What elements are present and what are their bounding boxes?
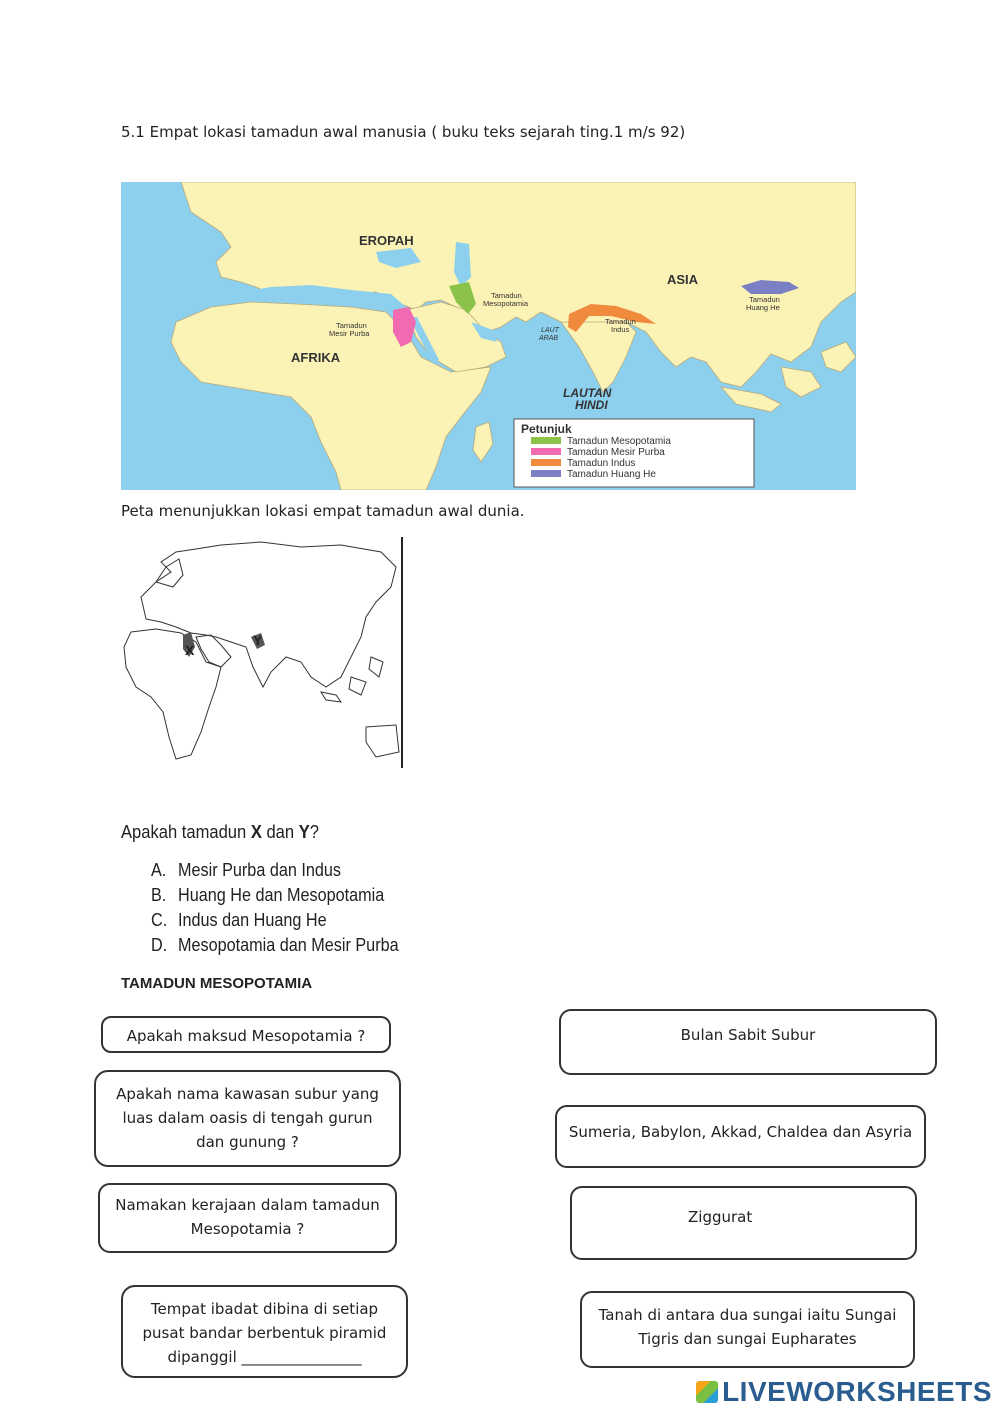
option-text: Indus dan Huang He (178, 910, 327, 930)
box-line: Tempat ibadat dibina di setiap (150, 1300, 379, 1318)
box-line: Apakah nama kawasan subur yang (116, 1085, 379, 1103)
label-indus-1: Tamadun (605, 317, 636, 326)
marker-x: X (185, 642, 195, 658)
box-line: Tigris dan sungai Eupharates (638, 1330, 857, 1348)
logo-text: LIVEWORKSHEETS (722, 1376, 992, 1407)
label-huang-1: Tamadun (749, 295, 780, 304)
label-europe: EROPAH (359, 233, 414, 248)
label-indus-2: Indus (611, 325, 630, 334)
label-asia: ASIA (667, 272, 699, 287)
question-prefix: Apakah tamadun (121, 822, 251, 842)
legend-label-huang: Tamadun Huang He (567, 469, 656, 480)
legend-swatch-mesopotamia (531, 437, 561, 444)
outline-map (121, 537, 404, 768)
box-line: Ziggurat (688, 1208, 753, 1226)
box-line: Bulan Sabit Subur (680, 1026, 816, 1044)
logo-icon (696, 1381, 718, 1403)
option-a (151, 860, 341, 881)
left-box-3[interactable] (98, 1183, 397, 1253)
label-egypt-1: Tamadun (336, 321, 367, 330)
option-letter: B. (151, 885, 167, 905)
right-box-2[interactable] (555, 1105, 926, 1168)
legend-title: Petunjuk (521, 422, 572, 436)
map-caption: Peta menunjukkan lokasi empat tamadun awal dunia. (121, 502, 525, 520)
legend-label-indus: Tamadun Indus (567, 458, 636, 469)
legend-label-mesir: Tamadun Mesir Purba (567, 447, 665, 458)
question-suffix: ? (309, 822, 319, 842)
label-meso-2: Mesopotamia (483, 299, 529, 308)
question-x: X (250, 822, 262, 842)
right-box-3[interactable] (570, 1186, 917, 1260)
label-africa: AFRIKA (291, 350, 341, 365)
label-ocean-1: LAUTAN (563, 386, 612, 400)
question-y: Y (298, 822, 310, 842)
left-box-2[interactable] (94, 1070, 401, 1167)
option-letter: D. (151, 935, 168, 955)
label-arab-sea-2: ARAB (539, 335, 559, 342)
right-box-4[interactable] (580, 1291, 915, 1368)
option-text: Mesopotamia dan Mesir Purba (178, 935, 399, 955)
question-stem (121, 822, 319, 843)
label-meso-1: Tamadun (491, 291, 522, 300)
section-heading: TAMADUN MESOPOTAMIA (121, 975, 313, 992)
left-box-4[interactable] (121, 1285, 408, 1378)
option-c (151, 910, 327, 931)
legend-label-mesopotamia: Tamadun Mesopotamia (567, 436, 671, 447)
option-d (151, 935, 399, 956)
label-huang-2: Huang He (746, 303, 780, 312)
legend-swatch-mesir (531, 448, 561, 455)
box-line: dipanggil ________________ (167, 1348, 362, 1366)
option-b (151, 885, 384, 906)
label-arab-sea-1: LAUT (541, 327, 559, 334)
page-title: 5.1 Empat lokasi tamadun awal manusia ( buku teks sejarah ting.1 m/s 92) (121, 123, 686, 141)
option-text: Huang He dan Mesopotamia (178, 885, 385, 905)
marker-y: Y (253, 632, 263, 648)
box-line: Sumeria, Babylon, Akkad, Chaldea dan Asyria (568, 1123, 913, 1141)
box-line: dan gunung ? (196, 1133, 299, 1151)
left-box-1[interactable] (101, 1016, 391, 1053)
box-line: Apakah maksud Mesopotamia ? (126, 1027, 366, 1045)
option-letter: A. (151, 860, 167, 880)
civilization-map (121, 182, 856, 490)
legend-swatch-indus (531, 459, 561, 466)
box-line: Namakan kerajaan dalam tamadun (115, 1196, 380, 1214)
option-letter: C. (151, 910, 168, 930)
box-line: Tanah di antara dua sungai iaitu Sungai (598, 1306, 897, 1324)
label-egypt-2: Mesir Purba (329, 329, 370, 338)
legend-swatch-huang (531, 470, 561, 477)
box-line: luas dalam oasis di tengah gurun (122, 1109, 373, 1127)
label-ocean-2: HINDI (575, 398, 608, 412)
box-line: Mesopotamia ? (190, 1220, 305, 1238)
box-line: pusat bandar berbentuk piramid (142, 1324, 387, 1342)
option-text: Mesir Purba dan Indus (178, 860, 341, 880)
map-legend (514, 419, 754, 487)
right-box-1[interactable] (559, 1009, 937, 1075)
liveworksheets-logo (696, 1376, 992, 1408)
question-mid: dan (261, 822, 299, 842)
